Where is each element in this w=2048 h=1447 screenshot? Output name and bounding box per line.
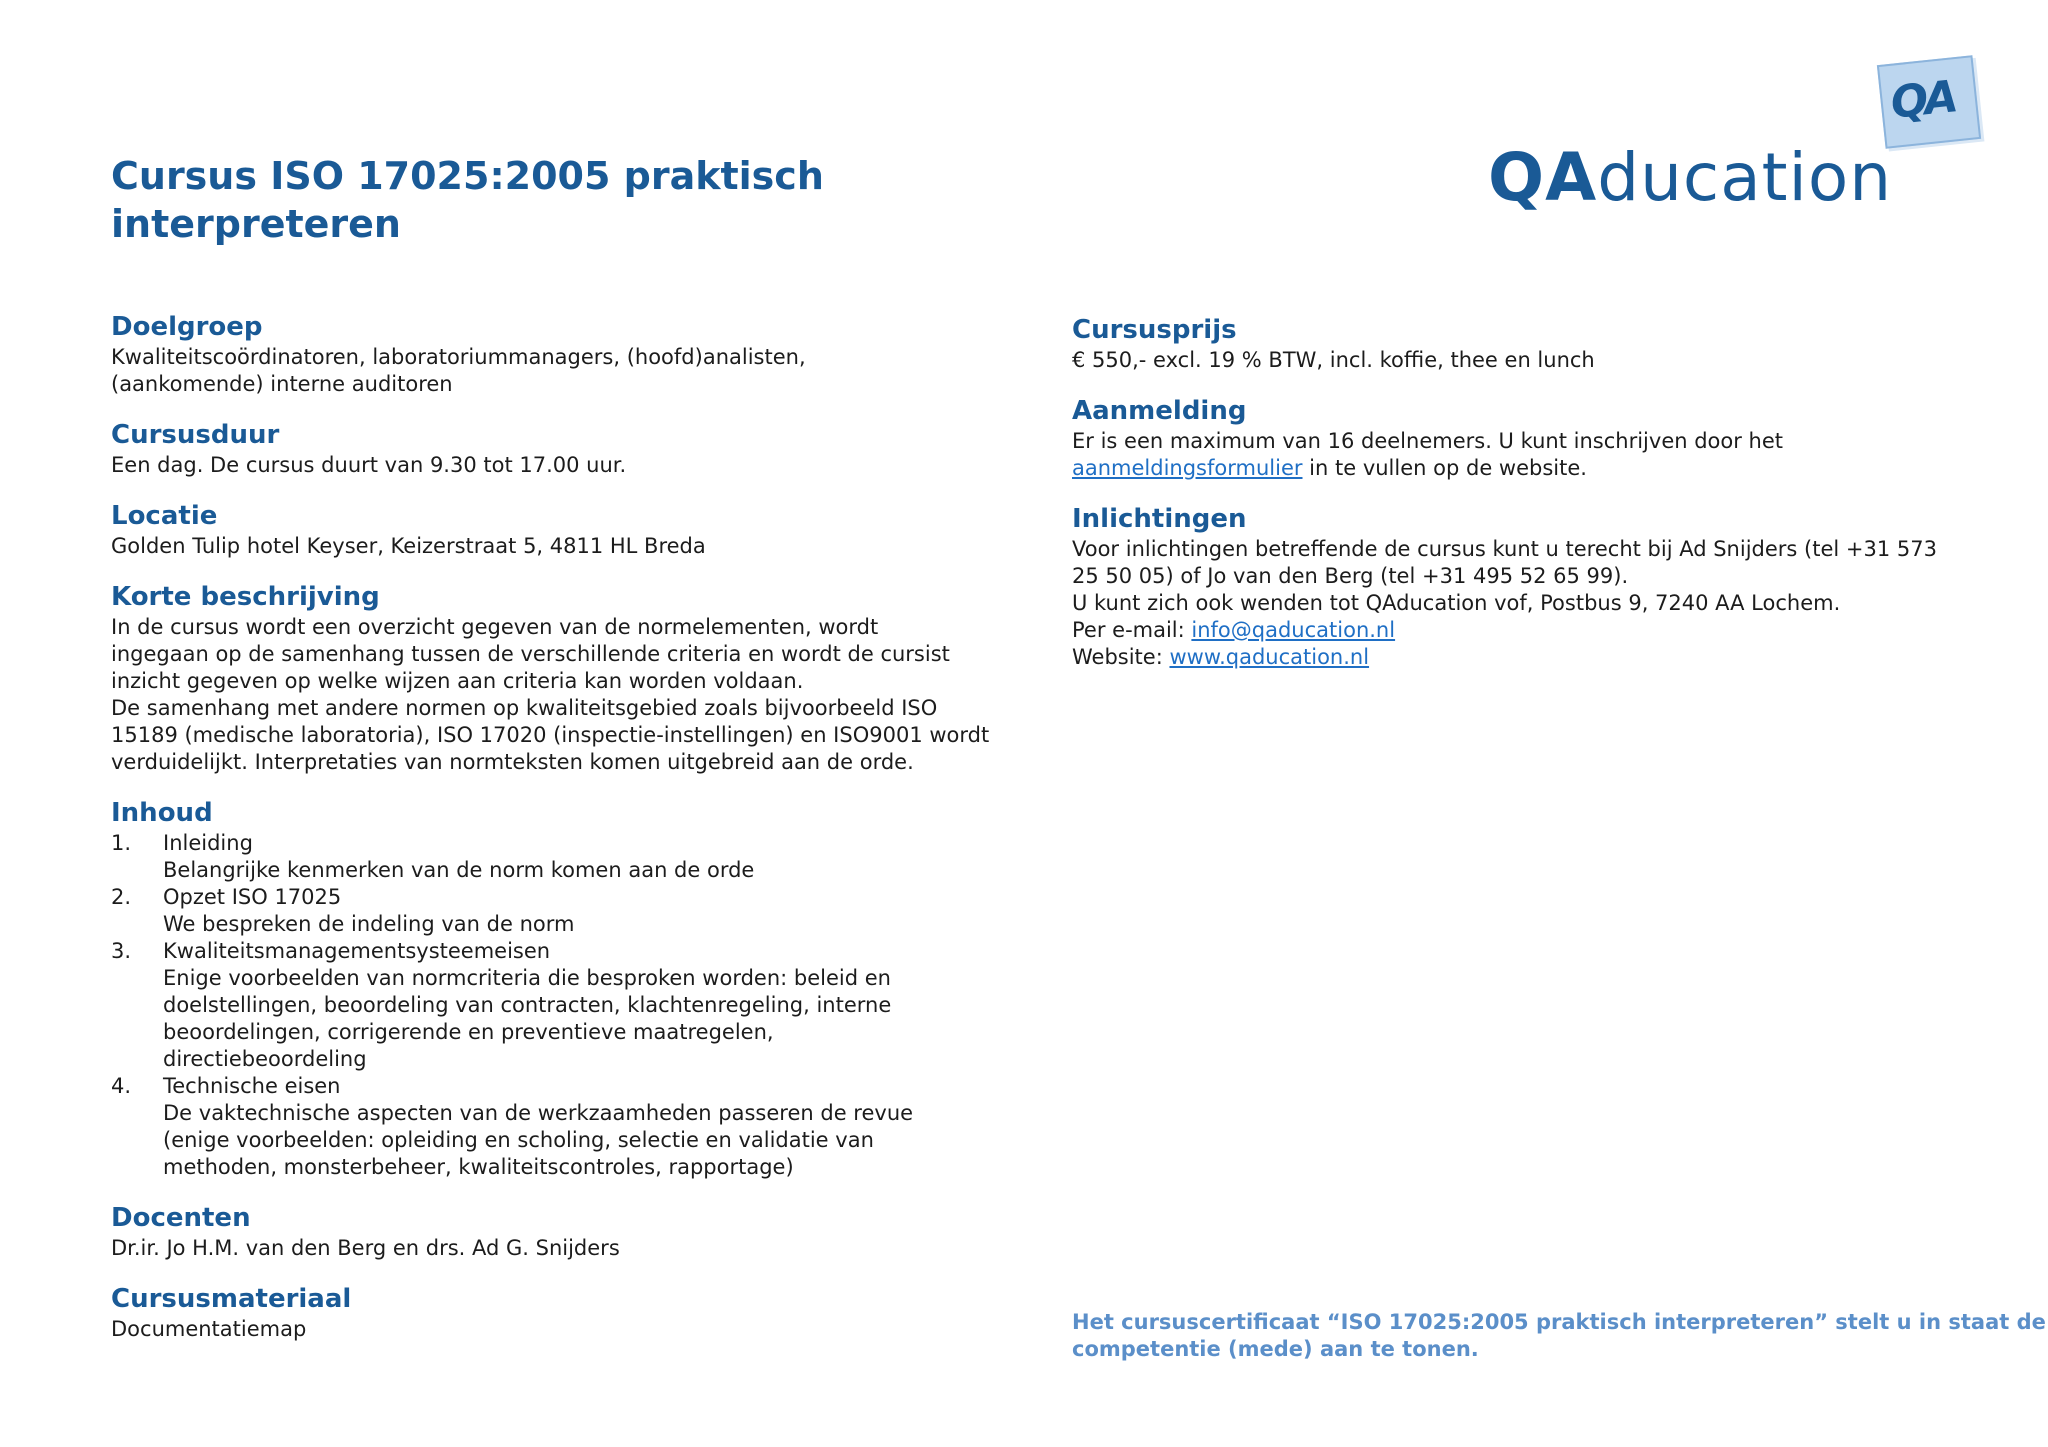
website-link[interactable]: www.qaducation.nl bbox=[1169, 645, 1370, 669]
list-item-text: Opzet ISO 17025 bbox=[163, 885, 342, 909]
section-text: U kunt zich ook wenden tot QAducation vof, Postbus 9, 7240 AA Lochem. bbox=[1072, 591, 1841, 615]
list-item-text: Technische eisen bbox=[163, 1074, 341, 1098]
section-text-rest: in te vullen op de website. bbox=[1302, 456, 1587, 480]
page-title-line: Cursus ISO 17025:2005 praktisch bbox=[111, 154, 824, 198]
right-column bbox=[1072, 313, 1952, 691]
section-text: Voor inlichtingen betreffende de cursus kunt u terecht bij Ad Snijders (tel +31 573 bbox=[1072, 537, 1937, 561]
email-label: Per e-mail: bbox=[1072, 618, 1192, 642]
section-heading: Docenten bbox=[111, 1203, 251, 1233]
section-text: Er is een maximum van 16 deelnemers. U kunt inschrijven door het bbox=[1072, 429, 1784, 453]
section-heading: Cursusmateriaal bbox=[111, 1284, 352, 1314]
list-item-text: We bespreken de indeling van de norm bbox=[163, 912, 575, 936]
section-heading: Aanmelding bbox=[1072, 396, 1247, 426]
section-heading: Inhoud bbox=[111, 798, 213, 828]
list-item-text: De vaktechnische aspecten van de werkzaamheden passeren de revue bbox=[163, 1101, 914, 1125]
list-item-text: Kwaliteitsmanagementsysteemeisen bbox=[163, 939, 551, 963]
list-item-text: methoden, monsterbeheer, kwaliteitscontroles, rapportage) bbox=[163, 1155, 794, 1179]
section-text: In de cursus wordt een overzicht gegeven van de normelementen, wordt bbox=[111, 615, 879, 639]
section-text: inzicht gegeven op welke wijzen aan criteria kan worden voldaan. bbox=[111, 669, 804, 693]
list-item bbox=[111, 1073, 1011, 1181]
section-text: verduidelijkt. Interpretaties van normteksten komen uitgebreid aan de orde. bbox=[111, 750, 914, 774]
website-line bbox=[1072, 644, 1952, 671]
page-title bbox=[111, 152, 831, 248]
aanmeldingsformulier-link[interactable]: aanmeldingsformulier bbox=[1072, 456, 1303, 480]
section-cursusmateriaal bbox=[111, 1282, 1011, 1343]
section-text: € 550,- excl. 19 % BTW, incl. koffie, thee en lunch bbox=[1072, 348, 1595, 372]
section-text: 15189 (medische laboratoria), ISO 17020 (inspectie-instellingen) en ISO9001 wordt bbox=[111, 723, 990, 747]
logo-wordmark bbox=[1488, 138, 1892, 218]
list-item bbox=[111, 938, 1011, 1073]
list-item-number: 2. bbox=[111, 885, 132, 909]
section-beschrijving bbox=[111, 580, 1011, 776]
list-item-number: 4. bbox=[111, 1074, 132, 1098]
section-heading: Korte beschrijving bbox=[111, 582, 380, 612]
qa-badge-text: QA bbox=[1888, 71, 1957, 129]
email-link[interactable]: info@qaducation.nl bbox=[1191, 618, 1396, 642]
list-item-text: (enige voorbeelden: opleiding en scholing, selectie en validatie van bbox=[163, 1128, 874, 1152]
section-heading: Cursusduur bbox=[111, 420, 280, 450]
section-cursusduur bbox=[111, 418, 1011, 479]
section-text: (aankomende) interne auditoren bbox=[111, 372, 453, 396]
section-text bbox=[1072, 455, 1952, 482]
section-text: Dr.ir. Jo H.M. van den Berg en drs. Ad G. Snijders bbox=[111, 1236, 620, 1260]
section-text: Kwaliteitscoördinatoren, laboratoriummanagers, (hoofd)analisten, bbox=[111, 345, 806, 369]
page-title-line: interpreteren bbox=[111, 202, 401, 246]
list-item bbox=[111, 830, 1011, 884]
website-label: Website: bbox=[1072, 645, 1170, 669]
email-line bbox=[1072, 617, 1952, 644]
certificate-note-text: competentie (mede) aan te tonen. bbox=[1072, 1337, 1479, 1361]
logo-wordmark-bold: QA bbox=[1488, 139, 1598, 216]
section-text: Documentatiemap bbox=[111, 1317, 307, 1341]
list-item-text: Inleiding bbox=[163, 831, 253, 855]
section-aanmelding bbox=[1072, 394, 1952, 482]
section-text: Een dag. De cursus duurt van 9.30 tot 17.00 uur. bbox=[111, 453, 627, 477]
qaducation-logo bbox=[1488, 50, 1988, 220]
certificate-note-text: Het cursuscertificaat “ISO 17025:2005 praktisch interpreteren” stelt u in staat de bbox=[1072, 1310, 2046, 1334]
section-heading: Cursusprijs bbox=[1072, 315, 1237, 345]
section-text: ingegaan op de samenhang tussen de verschillende criteria en wordt de cursist bbox=[111, 642, 950, 666]
inhoud-list bbox=[111, 830, 1011, 1181]
section-text: Golden Tulip hotel Keyser, Keizerstraat 5, 4811 HL Breda bbox=[111, 534, 706, 558]
list-item-text: Enige voorbeelden van normcriteria die besproken worden: beleid en bbox=[163, 966, 891, 990]
list-item-text: Belangrijke kenmerken van de norm komen aan de orde bbox=[163, 858, 755, 882]
section-inlichtingen bbox=[1072, 502, 1952, 671]
list-item-text: doelstellingen, beoordeling van contracten, klachtenregeling, interne bbox=[163, 993, 892, 1017]
section-heading: Doelgroep bbox=[111, 312, 263, 342]
section-inhoud bbox=[111, 796, 1011, 1181]
list-item-number: 3. bbox=[111, 939, 132, 963]
list-item bbox=[111, 884, 1011, 938]
section-heading: Locatie bbox=[111, 501, 218, 531]
section-cursusprijs bbox=[1072, 313, 1952, 374]
qa-badge-icon bbox=[1877, 55, 1981, 149]
section-docenten bbox=[111, 1201, 1011, 1262]
section-text: De samenhang met andere normen op kwaliteitsgebied zoals bijvoorbeeld ISO bbox=[111, 696, 938, 720]
list-item-text: directiebeoordeling bbox=[163, 1047, 367, 1071]
section-text: 25 50 05) of Jo van den Berg (tel +31 495 52 65 99). bbox=[1072, 564, 1629, 588]
section-locatie bbox=[111, 499, 1011, 560]
list-item-text: beoordelingen, corrigerende en preventieve maatregelen, bbox=[163, 1020, 774, 1044]
section-doelgroep bbox=[111, 310, 1011, 398]
section-heading: Inlichtingen bbox=[1072, 504, 1247, 534]
certificate-note bbox=[1072, 1309, 2046, 1363]
left-column bbox=[111, 310, 1011, 1363]
logo-wordmark-rest: ducation bbox=[1597, 139, 1893, 216]
list-item-number: 1. bbox=[111, 831, 132, 855]
